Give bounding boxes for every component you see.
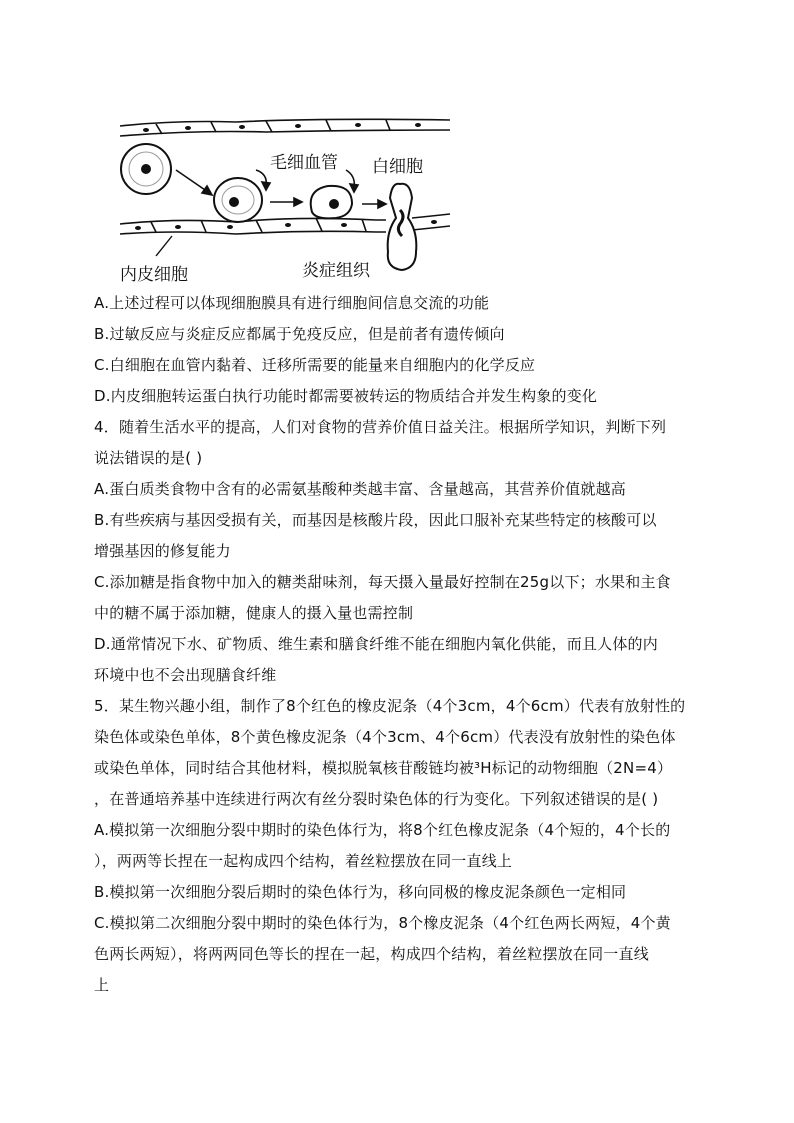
curved-arrow-icon [346, 170, 358, 192]
arrow-icon [362, 200, 386, 208]
inflamed-tissue-label: 炎症组织 [302, 261, 370, 281]
text-line: A.模拟第一次细胞分裂中期时的染色体行为，将8个红色橡皮泥条（4个短的，4个长的 [94, 821, 671, 839]
text-line: D.通常情况下水、矿物质、维生素和膳食纤维不能在细胞内氧化供能，而且人体的内 [94, 635, 658, 653]
text-line: A.上述过程可以体现细胞膜具有进行细胞间信息交流的功能 [94, 294, 490, 312]
text-line: 中的糖不属于添加糖，健康人的摄入量也需控制 [94, 604, 414, 622]
text-line: ，在普通培养基中连续进行两次有丝分裂时染色体的行为变化。下列叙述错误的是( ) [94, 790, 659, 808]
question-text [94, 292, 714, 1005]
text-line: 上 [94, 976, 110, 994]
endothelial-cell-label: 内皮细胞 [120, 265, 188, 285]
text-line: C.白细胞在血管内黏着、迁移所需要的能量来自细胞内的化学反应 [94, 356, 536, 374]
text-line: 说法错误的是( ) [94, 449, 203, 467]
leukocyte-transmigrating [388, 184, 417, 270]
text-line: C.添加糖是指食物中加入的糖类甜味剂，每天摄入量最好控制在25g以下；水果和主食 [94, 573, 671, 591]
arrow-icon [176, 170, 212, 195]
label-pointer [156, 236, 172, 256]
text-line: 增强基因的修复能力 [94, 542, 231, 560]
text-line: 环境中也不会出现膳食纤维 [94, 666, 277, 684]
capillary-top-wall [120, 119, 450, 136]
text-line: D.内皮细胞转运蛋白执行功能时都需要被转运的物质结合并发生构象的变化 [94, 387, 598, 405]
white-cell-label: 白细胞 [372, 157, 423, 177]
leukocyte-adhering [311, 186, 352, 219]
text-line: B.模拟第一次细胞分裂后期时的染色体行为，移向同极的橡皮泥条颜色一定相同 [94, 883, 627, 901]
text-line: 色两长两短），将两两同色等长的捏在一起，构成四个结构，着丝粒摆放在同一直线 [94, 945, 649, 963]
arrow-icon [270, 198, 302, 206]
text-line: 5．某生物兴趣小组，制作了8个红色的橡皮泥条（4个3cm，4个6cm）代表有放射性的 [94, 697, 686, 715]
text-line: 4．随着生活水平的提高，人们对食物的营养价值日益关注。根据所学知识，判断下列 [94, 418, 667, 436]
text-line: B.有些疾病与基因受损有关，而基因是核酸片段，因此口服补充某些特定的核酸可以 [94, 511, 657, 529]
text-line: ），两两等长捏在一起构成四个结构，着丝粒摆放在同一直线上 [94, 852, 513, 870]
text-line: 染色体或染色单体，8个黄色橡皮泥条（4个3cm、4个6cm）代表没有放射性的染色体 [94, 728, 676, 746]
text-line: B.过敏反应与炎症反应都属于免疫反应，但是前者有遗传倾向 [94, 325, 505, 343]
capillary-label: 毛细血管 [270, 153, 338, 173]
cell-migration-diagram [116, 112, 450, 282]
text-line: A.蛋白质类食物中含有的必需氨基酸种类越丰富、含量越高，其营养价值就越高 [94, 480, 626, 498]
leukocyte-rolling [214, 178, 262, 222]
leukocyte-floating [121, 144, 171, 194]
text-line: C.模拟第二次细胞分裂中期时的染色体行为，8个橡皮泥条（4个红色两长两短，4个黄 [94, 914, 671, 932]
text-line: 或染色单体，同时结合其他材料，模拟脱氧核苷酸链均被³H标记的动物细胞（2N=4） [94, 759, 673, 777]
cell-migration-figure [116, 112, 450, 285]
